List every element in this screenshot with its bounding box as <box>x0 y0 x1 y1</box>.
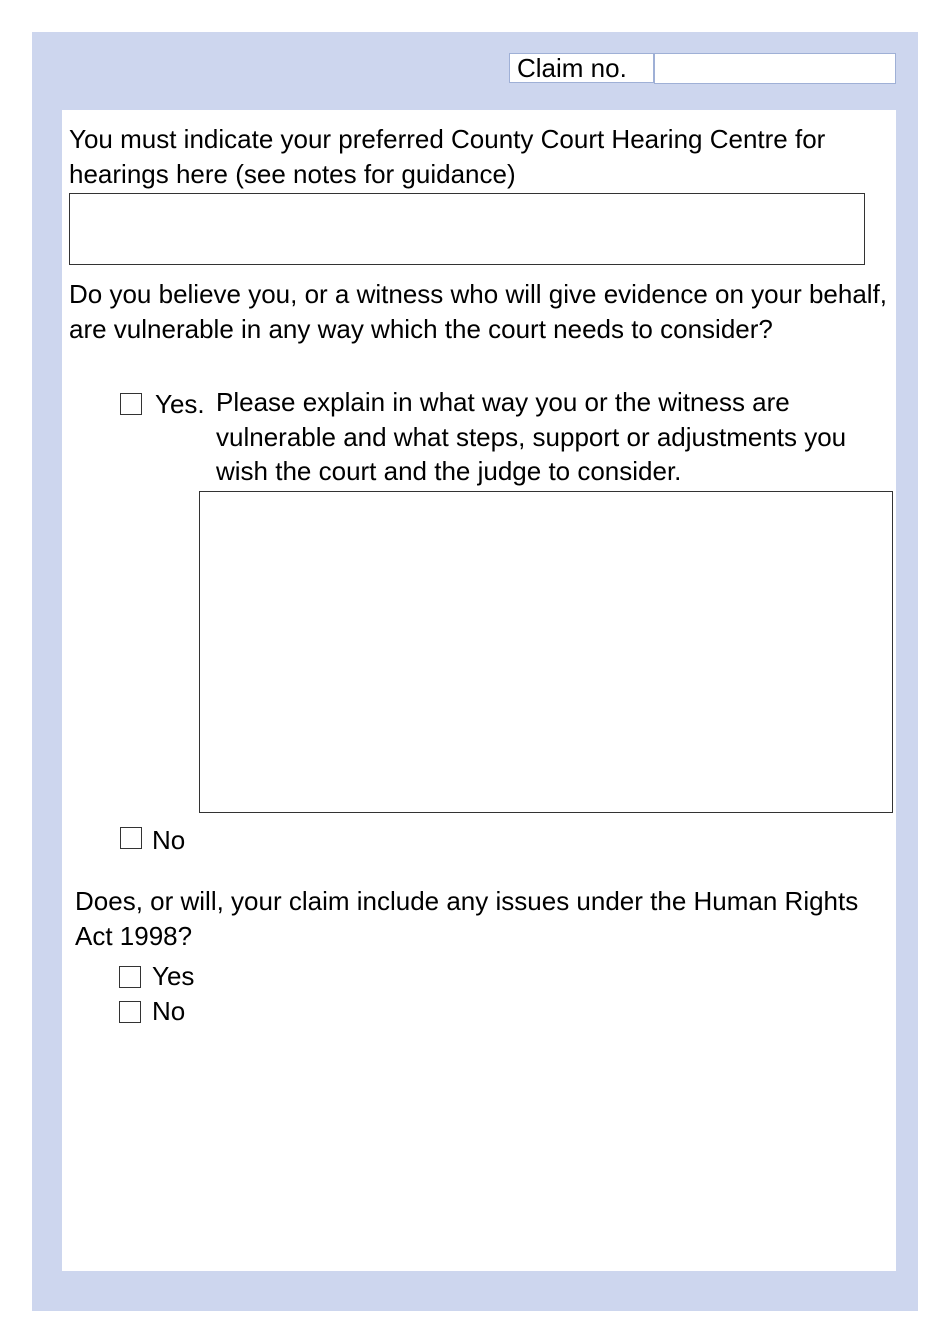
hearing-centre-input[interactable] <box>69 193 865 265</box>
claim-number-label: Claim no. <box>509 53 654 83</box>
claim-number-input[interactable] <box>654 53 896 84</box>
human-rights-no-checkbox[interactable] <box>119 1001 141 1023</box>
human-rights-yes-label: Yes <box>152 961 195 991</box>
vulnerability-explain-instruction: Please explain in what way you or the witness are vulnerable and what steps, support or adjustments you wish the court and the judge to consider. <box>216 387 847 486</box>
human-rights-question: Does, or will, your claim include any issues under the Human Rights Act 1998? <box>75 886 859 951</box>
vulnerability-no-checkbox[interactable] <box>120 827 142 849</box>
human-rights-yes-checkbox[interactable] <box>119 966 141 988</box>
vulnerability-yes-checkbox[interactable] <box>120 393 142 415</box>
vulnerability-question: Do you believe you, or a witness who will give evidence on your behalf, are vulnerable in any way which the court needs to consider? <box>69 279 888 344</box>
human-rights-no-label: No <box>152 996 186 1026</box>
vulnerability-explain-input[interactable] <box>199 491 893 813</box>
vulnerability-yes-label: Yes. <box>155 389 205 419</box>
vulnerability-no-label: No <box>152 825 186 855</box>
hearing-centre-question: You must indicate your preferred County Court Hearing Centre for hearings here (see notes for guidance) <box>69 124 826 189</box>
